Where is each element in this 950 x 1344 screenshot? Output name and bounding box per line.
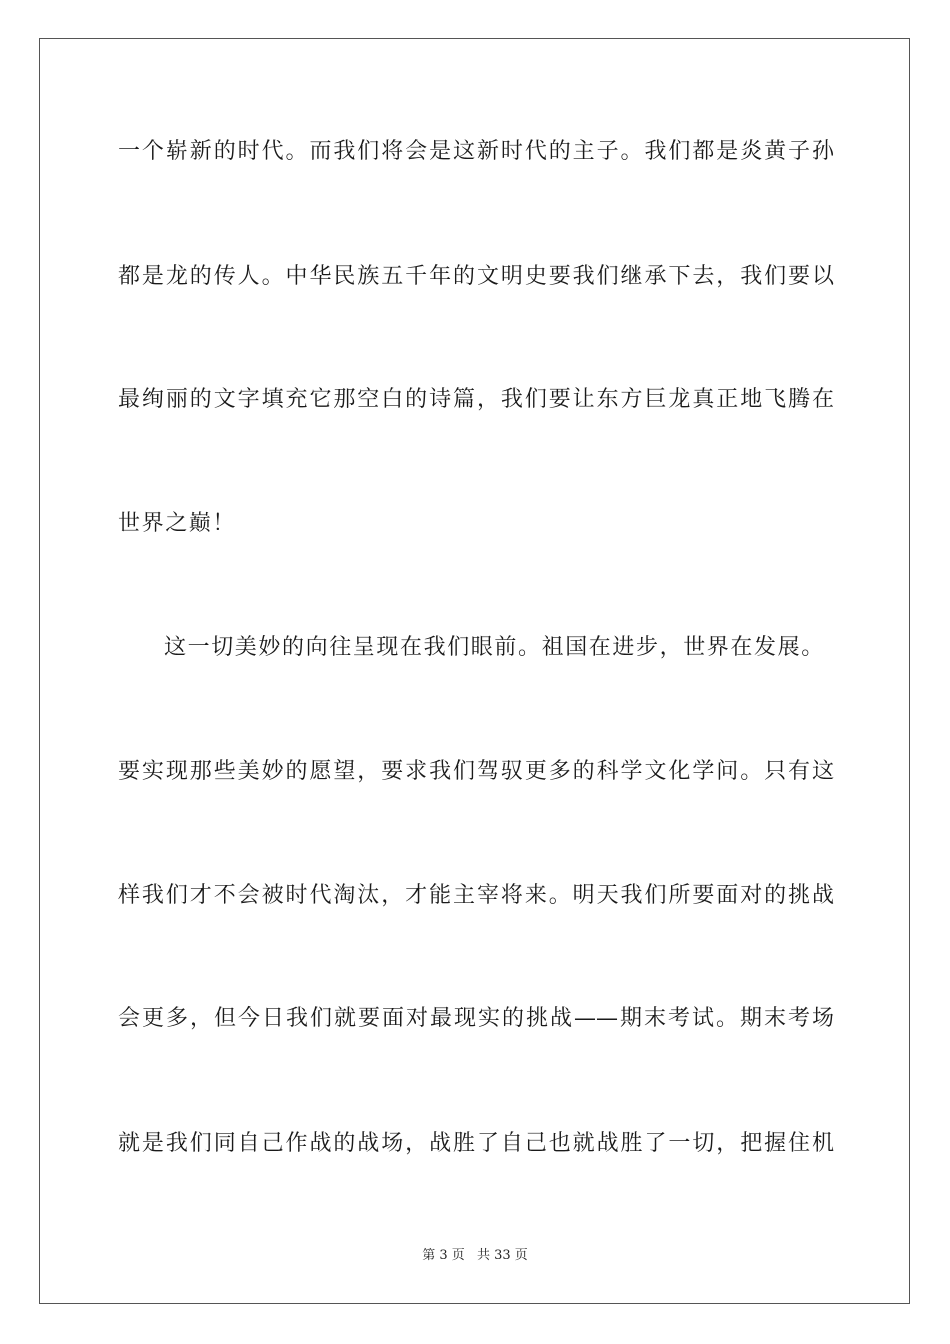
body-text-line: 要实现那些美妙的愿望，要求我们驾驭更多的科学文化学问。只有这 — [118, 759, 834, 784]
body-text-line: 样我们才不会被时代淘汰，才能主宰将来。明天我们所要面对的挑战 — [118, 883, 834, 908]
body-text-line: 最绚丽的文字填充它那空白的诗篇，我们要让东方巨龙真正地飞腾在 — [118, 387, 834, 412]
page-border — [39, 38, 910, 1304]
body-text-line: 世界之巅！ — [118, 511, 237, 536]
body-text-line: 会更多，但今日我们就要面对最现实的挑战——期末考试。期末考场 — [118, 1006, 834, 1031]
body-text-line: 就是我们同自己作战的战场，战胜了自己也就战胜了一切，把握住机 — [118, 1131, 834, 1156]
paragraph-first-line: 这一切美妙的向往呈现在我们眼前。祖国在进步，世界在发展。 — [164, 635, 825, 660]
page-total: 共 33 页 — [476, 1248, 528, 1263]
body-text-line: 都是龙的传人。中华民族五千年的文明史要我们继承下去，我们要以 — [118, 264, 834, 289]
page-number: 第 3 页 — [422, 1248, 465, 1263]
body-text-line: 一个崭新的时代。而我们将会是这新时代的主子。我们都是炎黄子孙 — [118, 139, 834, 164]
page-footer — [0, 1247, 950, 1265]
